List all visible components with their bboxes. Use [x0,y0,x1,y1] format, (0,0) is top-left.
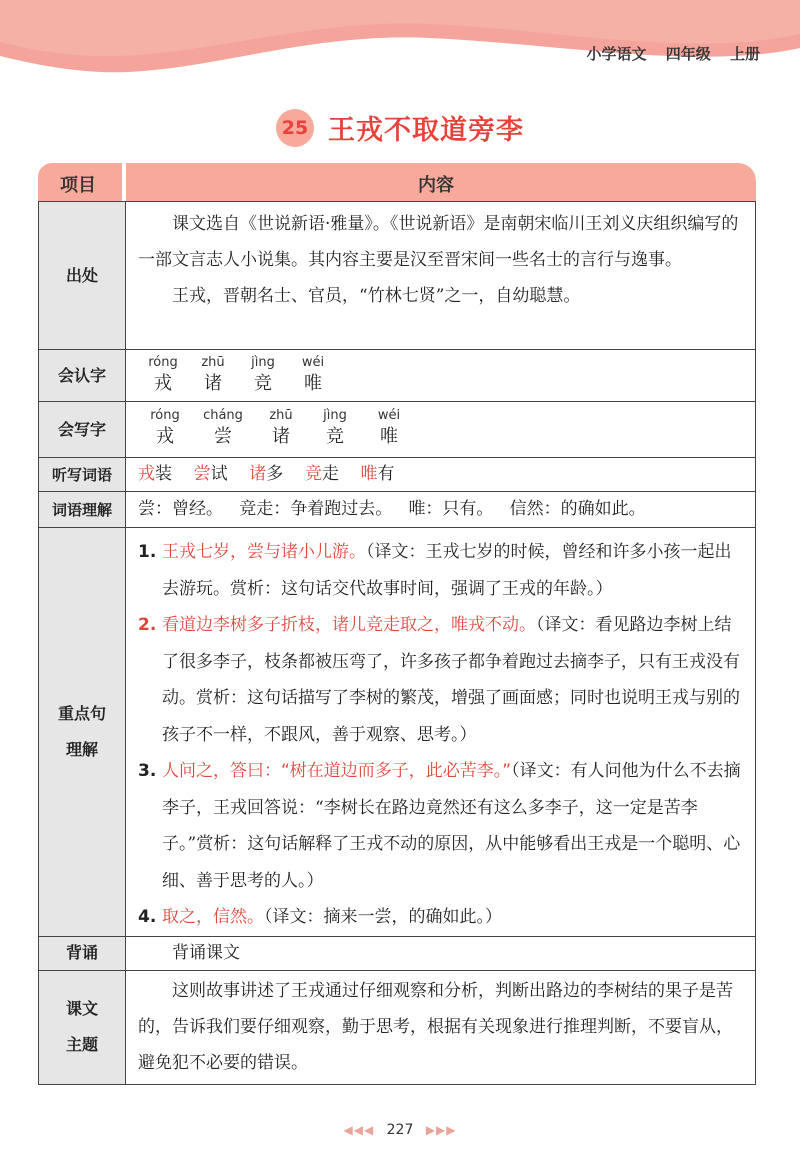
vocab-item: 尝：曾经。 [138,499,223,519]
source-paragraph-1: 课文选自《世说新语·雅量》。《世说新语》是南朝宋临川王刘义庆组织编写的一部文言志人小说集。其内容主要是汉至晋宋间一些名士的言行与逸事。 [138,214,739,270]
page-footer [0,1122,800,1138]
key-note: （译文：看见路边李树上结了很多李子，枝条都被压弯了，许多孩子都争着跑过去摘李子，只有王戎没有动。赏析：这句话描写了李树的繁茂，增强了画面感；同时也说明王戎与别的孩子不一样，不跟风，善于观察、思考。） [162,615,740,745]
pinyin: cháng [203,408,243,423]
key-note: （译文：有人问他为什么不去摘李子，王戎回答说：“李树长在路边竟然还有这么多李子，这一定是苦李子。”赏析：这句话解释了王戎不动的原因，从中能够看出王戎是一个聪明、心细、善于思考的人。） [162,761,741,891]
grade-label: 四年级 [665,45,711,63]
table-row [39,528,756,937]
key-quote: 取之，信然。 [162,907,264,927]
source-paragraph-2: 王戎，晋朝名士、官员，“竹林七贤”之一，自幼聪慧。 [172,286,581,306]
lesson-number-badge: 25 [276,109,314,147]
pinyin: róng [148,355,178,370]
hanzi: 戎 [156,426,174,447]
table-row [39,350,756,402]
item-number: 3. [138,761,157,781]
table-row [39,458,756,492]
recognize-chars [138,354,743,396]
row-content-theme [126,970,756,1084]
dictation-word: 戎装 [138,464,172,484]
hanzi: 尝 [214,426,232,447]
key-label-line-2: 理解 [65,739,98,759]
row-label-recite: 背诵 [39,936,126,970]
lesson-title-bar [0,108,800,148]
vocab-item: 唯：只有。 [408,499,494,519]
table-row [39,970,756,1084]
hanzi: 戎 [154,373,172,394]
table-header [38,163,756,201]
hanzi: 唯 [304,373,322,394]
row-label-recognize: 会认字 [39,350,126,402]
lesson-title: 王戎不取道旁李 [328,115,524,146]
pinyin: wéi [301,355,325,370]
row-label-vocab: 词语理解 [39,492,126,528]
row-content-write [126,402,756,458]
theme-label-line-1: 课文 [65,999,98,1018]
content-table [38,201,756,1085]
key-quote: 人问之，答曰：“树在道边而多子，此必苦李。” [162,761,512,781]
vocab-item: 信然：的确如此。 [509,499,646,519]
volume-label: 上册 [729,45,760,63]
key-note: （译文：王戎七岁的时候，曾经和许多小孩一起出去游玩。赏析：这句话交代故事时间，强调了王戎的年龄。） [162,542,732,599]
pinyin: jìng [323,408,347,423]
recite-text: 背诵课文 [172,942,240,963]
subject-label: 小学语文 [586,45,647,63]
row-content-dictation [126,458,756,492]
right-arrows-icon: ▶▶▶ [425,1123,457,1137]
key-quote: 看道边李树多子折枝，诸儿竞走取之，唯戎不动。 [162,615,536,635]
table-row [39,202,756,350]
row-content-recognize [126,350,756,402]
header-content-cell [126,163,756,201]
item-number: 1. [138,542,157,562]
theme-label-line-2: 主题 [65,1035,98,1054]
row-content-source [126,202,756,350]
header-item-label: 项目 [60,175,96,196]
row-label-dictation: 听写词语 [39,458,126,492]
key-sentence-item [138,899,743,936]
row-content-recite [126,936,756,970]
hanzi: 诸 [272,426,290,447]
pinyin: zhū [269,408,293,423]
key-label-line-1: 重点句 [57,703,106,723]
write-chars [138,407,743,449]
row-label-write: 会写字 [39,402,126,458]
key-note: （译文：摘来一尝，的确如此。） [264,907,502,927]
row-content-key-sentences [126,528,756,937]
row-content-vocab [126,492,756,528]
row-label-key-sentences [39,528,126,937]
page-number: 227 [386,1122,414,1138]
top-wave-banner [0,0,800,80]
dictation-word: 尝试 [193,464,228,484]
pinyin: zhū [201,355,225,370]
key-sentence-item [138,534,743,607]
theme-text: 这则故事讲述了王戎通过仔细观察和分析，判断出路边的李树结的果子是苦的，告诉我们要仔细观察，勤于思考，根据有关现象进行推理判断，不要盲从，避免犯不必要的错误。 [138,980,733,1073]
table-row [39,936,756,970]
pinyin: róng [150,408,180,423]
hanzi: 唯 [380,426,398,447]
item-number: 2. [138,615,157,635]
key-sentence-item [138,607,743,753]
hanzi: 竞 [326,426,344,447]
item-number: 4. [138,907,157,927]
key-sentence-item [138,753,743,899]
dictation-word: 唯有 [360,464,395,484]
key-quote: 王戎七岁，尝与诸小儿游。 [162,542,366,562]
pinyin: jìng [251,355,275,370]
row-label-theme [39,970,126,1084]
table-row [39,402,756,458]
dictation-word: 竞走 [304,464,339,484]
dictation-word: 诸多 [249,464,284,484]
hanzi: 诸 [204,373,222,394]
header-content-label: 内容 [418,175,454,196]
book-header [572,43,760,64]
pinyin: wéi [377,408,401,423]
hanzi: 竞 [254,373,272,394]
table-row [39,492,756,528]
vocab-item: 竞走：争着跑过去。 [239,499,393,519]
left-arrows-icon: ◀◀◀ [343,1123,375,1137]
row-label-source: 出处 [39,202,126,350]
header-item-cell [38,163,122,201]
